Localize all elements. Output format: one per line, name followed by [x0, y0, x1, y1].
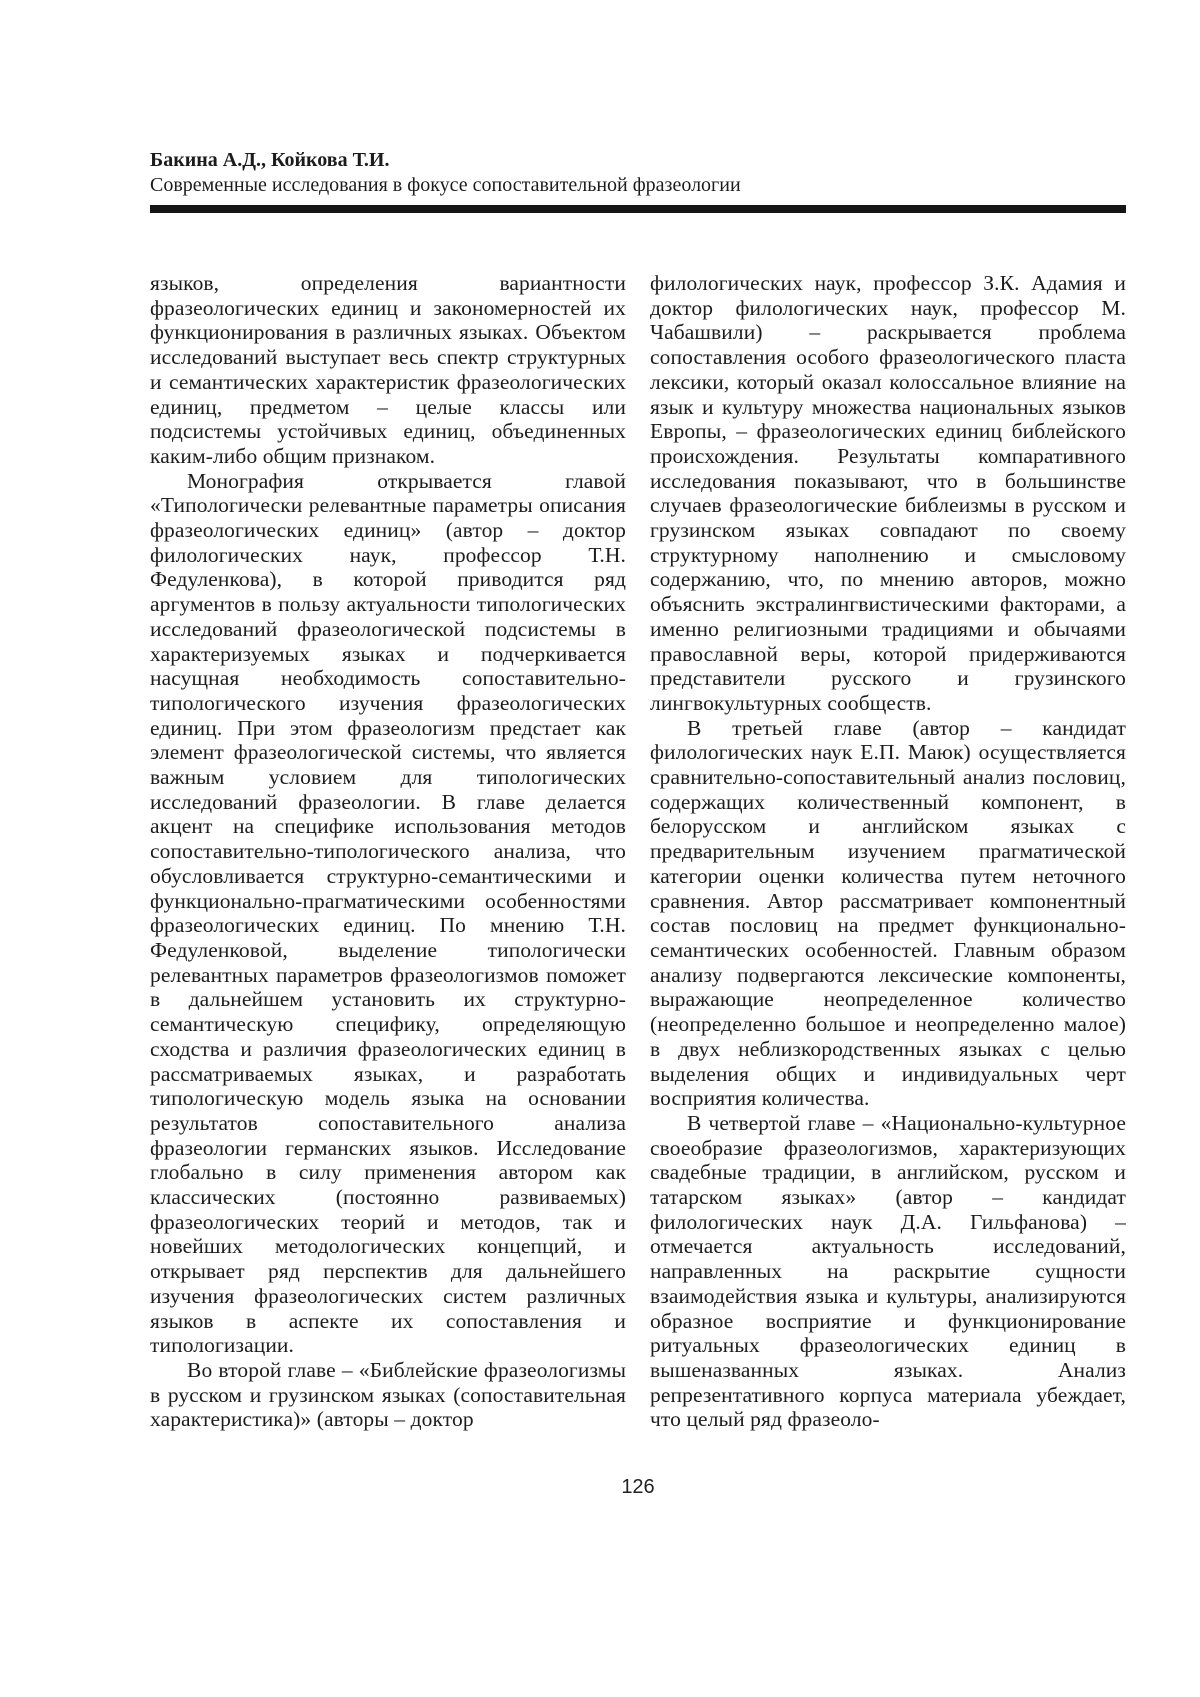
paragraph: Монография открывается главой «Типологически релевантные параметры описания фразеологических единиц» (автор – доктор филологических наук, профессор Т.Н. Федуленкова), в которой приводится ряд аргументов в пользу актуальности типологических исследований фразеологической подсистемы в характеризуемых языках и подчеркивается насущная необходимость сопоставительно-типологического изучения фразеологических единиц. При этом фразеологизм предстает как элемент фразеологической системы, что является важным условием для типологических исследований фразеологии. В главе делается акцент на специфике использования методов сопоставительно-типологического анализа, что обусловливается структурно-семантическими и функционально-прагматическими особенностями фразеологических единиц. По мнению Т.Н. Федуленковой, выделение типологически релевантных параметров фразеологизмов поможет в дальнейшем установить их структурно-семантическую специфику, определяющую сходства и различия фразеологических единиц в рассматриваемых языках, и разработать типологическую модель языка на основании результатов сопоставительного анализа фразеологии германских языков. Исследование глобально в силу применения автором как классических (постоянно развиваемых) фразеологических теорий и методов, так и новейших методологических концепций, и открывает ряд перспектив для дальнейшего изучения фразеологических систем различных языков в аспекте их сопоставления и типологизации.	[150, 468, 626, 1358]
running-head-authors: Бакина А.Д., Койкова Т.И.	[150, 149, 390, 171]
running-head	[150, 148, 1126, 213]
text-block	[150, 148, 1126, 1499]
page-number: 126	[621, 1476, 655, 1499]
header-divider-rule	[150, 205, 1126, 213]
paragraph: В четвертой главе – «Национально-культурное своеобразие фразеологизмов, характеризующих свадебные традиции, в английском, русском и татарском языках» (автор – кандидат филологических наук Д.А. Гильфанова) – отмечается актуальность исследований, направленных на раскрытие сущности взаимодействия языка и культуры, анализируются образное восприятие и функционирование ритуальных фразеологических единиц в вышеназванных языках. Анализ репрезентативного корпуса материала убеждает, что целый ряд фразеоло-	[650, 1110, 1126, 1432]
two-column-body	[150, 271, 1126, 1432]
column-left	[150, 271, 626, 1432]
page-footer	[150, 1476, 1126, 1499]
paragraph: В третьей главе (автор – кандидат филологических наук Е.П. Маюк) осуществляется сравнительно-сопоставительный анализ пословиц, содержащих количественный компонент, в белорусском и английском языках с предварительным изучением прагматической категории оценки количества путем неточного сравнения. Автор рассматривает компонентный состав пословиц на предмет функционально-семантических особенностей. Главным образом анализу подвергаются лексические компоненты, выражающие неопределенное количество (неопределенно большое и неопределенно малое) в двух неблизкородственных языках с целью выделения общих и индивидуальных черт восприятия количества.	[650, 715, 1126, 1111]
paragraph: языков, определения вариантности фразеологических единиц и закономерностей их функционирования в различных языках. Объектом исследований выступает весь спектр структурных и семантических характеристик фразеологических единиц, предметом – целые классы или подсистемы устойчивых единиц, объединенных каким-либо общим признаком.	[150, 271, 626, 468]
column-right	[650, 271, 1126, 1432]
paragraph: Во второй главе – «Библейские фразеологизмы в русском и грузинском языках (сопоставительная характеристика)» (авторы – доктор	[150, 1357, 626, 1432]
running-head-title: Современные исследования в фокусе сопоставительной фразеологии	[150, 174, 741, 196]
paragraph: филологических наук, профессор З.К. Адамия и доктор филологических наук, профессор М. Чабашвили) – раскрывается проблема сопоставления особого фразеологического пласта лексики, который оказал колоссальное влияние на язык и культуру множества национальных языков Европы, – фразеологических единиц библейского происхождения. Результаты компаративного исследования показывают, что в большинстве случаев фразеологические библеизмы в русском и грузинском языках совпадают по своему структурному наполнению и смысловому содержанию, что, по мнению авторов, можно объяснить экстралингвистическими факторами, а именно религиозными традициями и обычаями православной веры, которой придерживаются представители русского и грузинского лингвокультурных сообществ.	[650, 271, 1126, 715]
